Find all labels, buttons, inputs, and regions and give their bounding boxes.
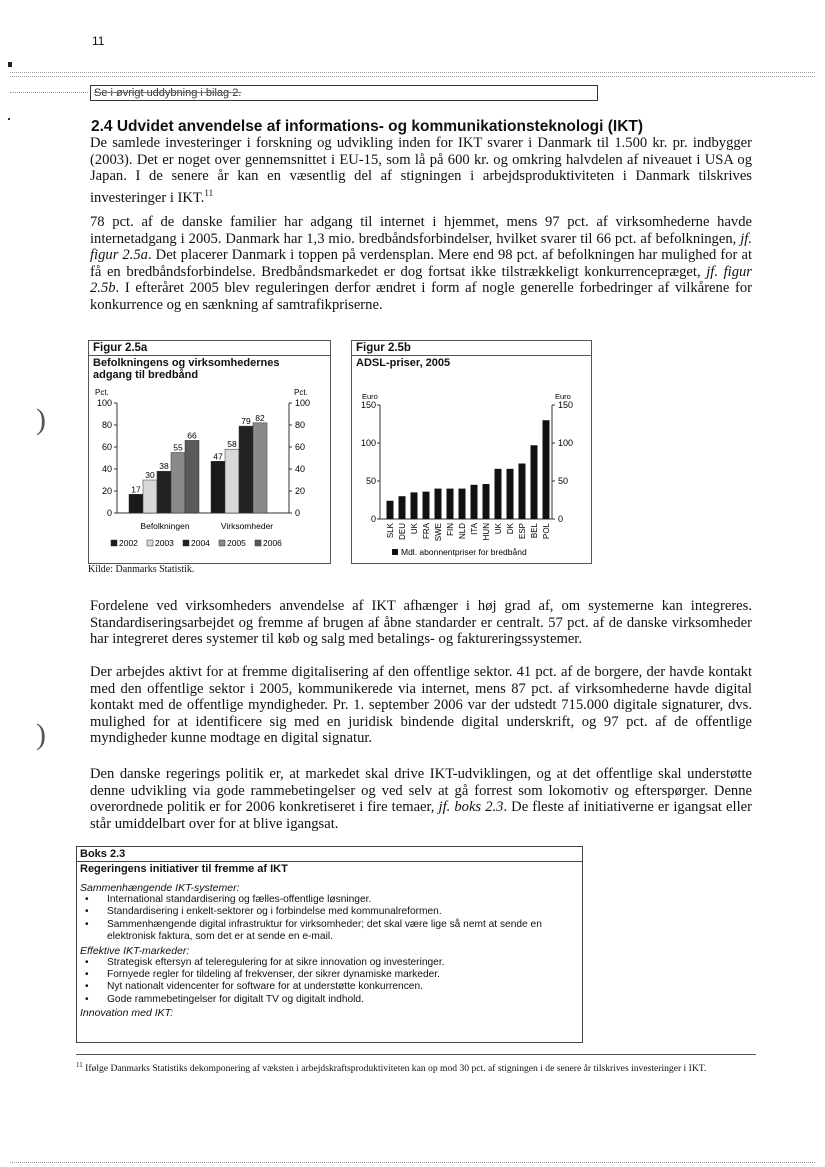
y-axis-label-right: Euro bbox=[555, 392, 571, 401]
y-tick-label-left: 20 bbox=[101, 486, 112, 496]
box-list bbox=[77, 957, 582, 1007]
chart-adsl-prices bbox=[352, 373, 591, 563]
legend-swatch bbox=[111, 540, 117, 546]
x-category-label: ESP bbox=[518, 523, 527, 540]
paragraph-text: . Det placerer Danmark i toppen på verdensplan. Mere end 98 pct. af befolkningen har mulighed for at få en bredbåndsforbindelse. Bredbåndsmarkedet er dog fortsat ikke tilstrækkeligt konkurrencepræget, bbox=[90, 247, 752, 280]
footnote-rule bbox=[76, 1054, 756, 1055]
y-tick-label-right: 60 bbox=[295, 442, 306, 452]
legend-label: 2006 bbox=[263, 538, 282, 548]
legend-swatch bbox=[183, 540, 189, 546]
figure-2-5b bbox=[351, 340, 592, 564]
figure-label: Figur 2.5a bbox=[89, 341, 330, 356]
y-tick-label-left: 0 bbox=[106, 508, 112, 518]
y-tick-label-left: 60 bbox=[101, 442, 112, 452]
y-tick-label-right: 150 bbox=[558, 400, 574, 410]
legend-swatch bbox=[219, 540, 225, 546]
box-list bbox=[77, 894, 582, 944]
bar bbox=[519, 464, 526, 519]
figure-title: Befolkningens og virksomhedernes adgang til bredbånd bbox=[93, 357, 280, 381]
paragraph-text: . I efteråret 2005 blev reguleringen derfor ændret i form af nogle generelle forbedringer af vilkårene for konkurrence og en sænkning af samtrafikpriserne. bbox=[90, 280, 752, 313]
data-label: 30 bbox=[145, 470, 155, 480]
y-tick-label-right: 20 bbox=[295, 486, 306, 496]
y-tick-label-right: 0 bbox=[295, 508, 301, 518]
x-category-label: POL bbox=[542, 523, 551, 540]
bar bbox=[495, 469, 502, 519]
legend-label: 2004 bbox=[191, 538, 210, 548]
figure-reference: jf. figur 2.5b bbox=[90, 263, 752, 297]
header-rule bbox=[10, 92, 88, 93]
box-list-item: • Standardisering i enkelt-sektorer og i forbindelse med kommunalreformen. bbox=[77, 906, 582, 918]
bar bbox=[387, 501, 394, 519]
x-category-label: DK bbox=[506, 523, 515, 535]
x-category-label: UK bbox=[410, 523, 419, 535]
figure-2-5a bbox=[88, 340, 331, 564]
legend-label: 2002 bbox=[119, 538, 138, 548]
y-tick-label-right: 0 bbox=[558, 514, 564, 524]
paragraph-text: 78 pct. af de danske familier har adgang til internet i hjemmet, mens 97 pct. af virksomhederne havde internetadgang i 2005. Danmark har 1,3 mio. bredbåndsforbindelser, hvilket svarer til 66 pct. af befolkningen, bbox=[90, 214, 752, 247]
x-category-label: FIN bbox=[446, 523, 455, 536]
y-tick-label-left: 80 bbox=[101, 420, 112, 430]
paragraph-text: De samlede investeringer i forskning og udvikling inden for IKT svarer i Danmark til 1.500 kr. pr. indbygger (2003). Det er noget over gennemsnittet i EU-15, som lå på 600 kr. og omkring halvdelen af niveauet i USA og Japan. I de senere år kan en væsentlig del af stigningen i arbejdsproduktiviteten i Danmark tilskrives investeringer i IKT. bbox=[90, 135, 752, 206]
x-category-label: SWE bbox=[434, 523, 443, 542]
footnote bbox=[76, 1059, 746, 1075]
data-label: 66 bbox=[187, 430, 197, 441]
box-list-item: • Fornyede regler for tildeling af frekvenser, der sikrer dynamiske markeder. bbox=[77, 969, 582, 981]
x-category-label: HUN bbox=[482, 523, 491, 541]
margin-bracket-mark: ) bbox=[36, 403, 46, 436]
data-label: 38 bbox=[159, 461, 169, 472]
x-category-label: UK bbox=[494, 523, 503, 535]
bar bbox=[211, 461, 225, 513]
paragraph-3: Fordelene ved virksomheders anvendelse af IKT afhænger i høj grad af, om systemerne kan integreres. Standardiseringsarbejdet og fremme af brugen af åbne standarder er centralt. 57 pct. af de danske virksomheder har integreret deres systemer til køb og salg med betalings- og faktureringssystemer. bbox=[90, 598, 752, 648]
paragraph-5 bbox=[90, 766, 752, 832]
figure-reference: jf. figur 2.5a bbox=[90, 230, 752, 264]
bar bbox=[423, 492, 430, 519]
y-tick-label-left: 40 bbox=[101, 464, 112, 474]
y-tick-label-left: 100 bbox=[96, 398, 112, 408]
figure-label: Figur 2.5b bbox=[352, 341, 591, 356]
y-tick-label-right: 40 bbox=[295, 464, 306, 474]
paragraph-2 bbox=[90, 214, 752, 314]
box-label: Boks 2.3 bbox=[77, 847, 582, 862]
legend-swatch bbox=[255, 540, 261, 546]
bar bbox=[253, 423, 267, 513]
bar bbox=[543, 420, 550, 519]
bar bbox=[531, 445, 538, 519]
box-section-heading: Effektive IKT-markeder: bbox=[80, 944, 190, 957]
margin-dot bbox=[8, 118, 10, 120]
note-box: Se i øvrigt uddybning i bilag 2. bbox=[90, 85, 598, 101]
y-axis-label-left: Pct. bbox=[95, 388, 109, 397]
y-tick-label-right: 100 bbox=[558, 438, 574, 448]
header-rule bbox=[10, 76, 815, 77]
box-list-item: • Nyt nationalt videncenter for software for at understøtte konkurrencen. bbox=[77, 981, 582, 993]
data-label: 55 bbox=[173, 442, 183, 453]
bar bbox=[483, 484, 490, 519]
x-category-label: ITA bbox=[470, 523, 479, 535]
margin-bullet-icon bbox=[8, 62, 12, 67]
header-rule bbox=[10, 72, 815, 73]
chart-broadband-access bbox=[89, 381, 330, 561]
box-section-heading: Sammenhængende IKT-systemer: bbox=[80, 882, 240, 894]
y-tick-label-left: 150 bbox=[360, 400, 376, 410]
y-tick-label-right: 50 bbox=[558, 476, 569, 486]
box-list-item: • Gode rammebetingelser for digitalt TV og digitalt indhold. bbox=[77, 994, 582, 1006]
bar bbox=[459, 489, 466, 519]
x-category-label: NLD bbox=[458, 523, 467, 540]
data-label: 17 bbox=[131, 484, 141, 495]
bar bbox=[435, 489, 442, 519]
y-tick-label-right: 100 bbox=[295, 398, 311, 408]
box-title: Regeringens initiativer til fremme af IKT bbox=[80, 863, 288, 875]
legend-label: 2005 bbox=[227, 538, 246, 548]
bar bbox=[143, 480, 157, 513]
footer-rule bbox=[10, 1162, 815, 1163]
box-list-item: • Strategisk eftersyn af teleregulering for at sikre innovation og investeringer. bbox=[77, 957, 582, 969]
section-heading: 2.4 Udvidet anvendelse af informations- og kommunikationsteknologi (IKT) bbox=[91, 118, 644, 135]
paragraph-4: Der arbejdes aktivt for at fremme digitalisering af den offentlige sektor. 41 pct. af de borgere, der havde kontakt med den offentlige sektor i 2005, kommunikerede via internet, mens 87 pct. af virksomhederne havde digital kontakt med de offentlige myndigheder. Pr. 1. september 2006 var der udstedt 715.000 digitale signaturer, dvs. mulighed for at identificere sig med en juridisk bindende digital underskrift, og 97 pct. af de offentlige myndigheder kunne modtage en digital signatur. bbox=[90, 664, 752, 747]
paragraph-text: . De fleste af initiativerne er igangsat eller står umiddelbart over for at blive igangsat. bbox=[90, 799, 752, 832]
y-tick-label-left: 0 bbox=[370, 514, 376, 524]
x-category-label: Virksomheder bbox=[220, 521, 274, 531]
x-category-label: BEL bbox=[530, 523, 539, 539]
y-tick-label-left: 50 bbox=[365, 476, 376, 486]
y-axis-label-right: Pct. bbox=[294, 388, 308, 397]
bar bbox=[171, 453, 185, 514]
paragraph-1 bbox=[90, 135, 752, 206]
footnote-text: Ifølge Danmarks Statistiks dekomponering af væksten i arbejdskraftsproduktiviteten kan op mod 30 pct. af stigningen i de senere år tilskrives investeringer i IKT. bbox=[85, 1063, 707, 1075]
box-list-item: • Sammenhængende digital infrastruktur for virksomheder; det skal være lige så nemt at sende en elektronisk faktura, som det er at sende en e-mail. bbox=[77, 919, 582, 944]
footnote-ref: 11 bbox=[204, 187, 214, 198]
data-label: 58 bbox=[227, 439, 237, 450]
bar bbox=[129, 494, 143, 513]
footnote-number: 11 bbox=[76, 1061, 83, 1069]
box-reference: jf. boks 2.3 bbox=[438, 799, 504, 816]
figure-title: ADSL-priser, 2005 bbox=[356, 357, 451, 369]
x-category-label: SLK bbox=[386, 523, 395, 539]
legend-swatch bbox=[147, 540, 153, 546]
y-tick-label-left: 100 bbox=[360, 438, 376, 448]
x-category-label: Befolkningen bbox=[140, 521, 190, 531]
bar bbox=[399, 496, 406, 519]
margin-bracket-mark: ) bbox=[36, 718, 46, 751]
y-axis-label-left: Euro bbox=[362, 392, 378, 401]
bar bbox=[185, 440, 199, 513]
box-sections bbox=[77, 882, 582, 1019]
x-category-label: FRA bbox=[422, 523, 431, 539]
box-list-item: • International standardisering og fælles-offentlige løsninger. bbox=[77, 894, 582, 906]
bar bbox=[157, 471, 171, 513]
box-2-3 bbox=[76, 846, 583, 1043]
y-tick-label-right: 80 bbox=[295, 420, 306, 430]
bar bbox=[507, 469, 514, 519]
legend-swatch bbox=[392, 549, 398, 555]
paragraph-text: Den danske regerings politik er, at markedet skal drive IKT-udviklingen, og at det offentlige skal understøtte denne udvikling via gode rammebetingelser og ved selv at gå forrest som lokomotiv og efterspørger. Denne overordnede politik er for 2006 konkretiseret i fire temaer, bbox=[90, 766, 752, 816]
box-section-heading: Innovation med IKT: bbox=[80, 1007, 174, 1020]
page-number: 11 bbox=[92, 34, 105, 48]
bar bbox=[447, 489, 454, 519]
data-label: 79 bbox=[241, 416, 251, 427]
data-label: 47 bbox=[213, 451, 223, 462]
legend-label: Mdl. abonnentpriser for bredbånd bbox=[401, 547, 527, 557]
bar bbox=[239, 426, 253, 513]
bar bbox=[225, 449, 239, 513]
bar bbox=[471, 485, 478, 519]
figure-source: Kilde: Danmarks Statistik. bbox=[88, 564, 195, 575]
bar bbox=[411, 492, 418, 519]
x-category-label: DEU bbox=[398, 523, 407, 540]
data-label: 82 bbox=[255, 412, 265, 423]
legend-label: 2003 bbox=[155, 538, 174, 548]
